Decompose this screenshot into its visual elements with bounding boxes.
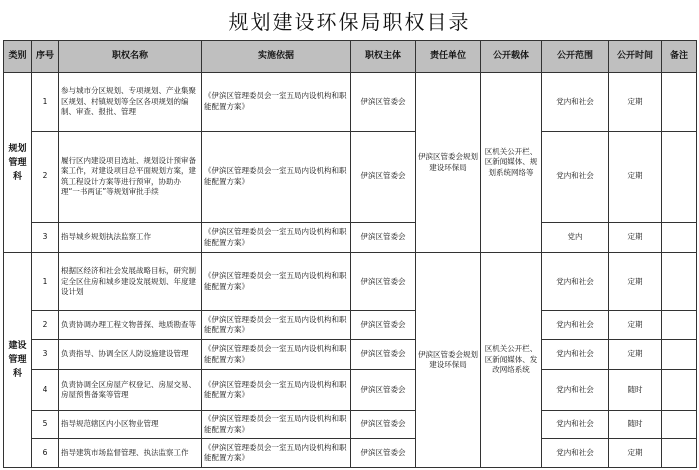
- subject-cell: 伊滨区管委会: [351, 411, 416, 439]
- unit-cell: 伊滨区管委会规划建设环保局: [416, 253, 481, 468]
- header-note: 备注: [662, 41, 697, 73]
- header-name: 职权名称: [59, 41, 202, 73]
- basis-cell: 《伊滨区管理委员会一室五局内设机构和职能配置方案》: [202, 253, 351, 311]
- scope-cell: 党内和社会: [542, 73, 609, 132]
- time-cell: 定期: [609, 222, 662, 253]
- seq-cell: 2: [32, 311, 59, 340]
- table-row: [4, 222, 697, 253]
- subject-cell: 伊滨区管委会: [351, 253, 416, 311]
- basis-cell: 《伊滨区管理委员会一室五局内设机构和职能配置方案》: [202, 411, 351, 439]
- seq-cell: 1: [32, 253, 59, 311]
- note-cell: [662, 131, 697, 222]
- category-cell: 建设管理科: [4, 253, 32, 468]
- note-cell: [662, 253, 697, 311]
- header-seq: 序号: [32, 41, 59, 73]
- basis-cell: 《伊滨区管理委员会一室五局内设机构和职能配置方案》: [202, 311, 351, 340]
- basis-cell: 《伊滨区管理委员会一室五局内设机构和职能配置方案》: [202, 370, 351, 411]
- note-cell: [662, 222, 697, 253]
- authority-table: [3, 40, 697, 468]
- name-cell: 指导城乡规划执法监察工作: [59, 222, 202, 253]
- scope-cell: 党内和社会: [542, 370, 609, 411]
- time-cell: 定期: [609, 253, 662, 311]
- basis-cell: 《伊滨区管理委员会一室五局内设机构和职能配置方案》: [202, 222, 351, 253]
- scope-cell: 党内和社会: [542, 253, 609, 311]
- note-cell: [662, 340, 697, 370]
- subject-cell: 伊滨区管委会: [351, 131, 416, 222]
- carrier-cell: 区机关公开栏、区新闻媒体、发改网络系统: [481, 253, 542, 468]
- subject-cell: 伊滨区管委会: [351, 439, 416, 468]
- name-cell: 指导规范辖区内小区物业管理: [59, 411, 202, 439]
- header-carrier: 公开载体: [481, 41, 542, 73]
- time-cell: 定期: [609, 131, 662, 222]
- time-cell: 定期: [609, 340, 662, 370]
- table-row: [4, 131, 697, 222]
- basis-cell: 《伊滨区管理委员会一室五局内设机构和职能配置方案》: [202, 439, 351, 468]
- basis-cell: 《伊滨区管理委员会一室五局内设机构和职能配置方案》: [202, 73, 351, 132]
- subject-cell: 伊滨区管委会: [351, 311, 416, 340]
- header-unit: 责任单位: [416, 41, 481, 73]
- basis-cell: 《伊滨区管理委员会一室五局内设机构和职能配置方案》: [202, 131, 351, 222]
- basis-cell: 《伊滨区管理委员会一室五局内设机构和职能配置方案》: [202, 340, 351, 370]
- time-cell: 随时: [609, 370, 662, 411]
- header-basis: 实施依据: [202, 41, 351, 73]
- note-cell: [662, 73, 697, 132]
- category-cell: 规划管理科: [4, 73, 32, 253]
- seq-cell: 3: [32, 340, 59, 370]
- name-cell: 履行区内建设项目选址、规划设计预审备案工作，对建设项目总平面规划方案，建筑工程设计方案等进行预审，协助办理“一书两证”等规划审批手续: [59, 131, 202, 222]
- header-row: [4, 41, 697, 73]
- seq-cell: 3: [32, 222, 59, 253]
- subject-cell: 伊滨区管委会: [351, 370, 416, 411]
- time-cell: 随时: [609, 411, 662, 439]
- table-row: [4, 439, 697, 468]
- time-cell: 定期: [609, 439, 662, 468]
- name-cell: 负责协调全区房屋产权登记、房屋交易、房屋预售备案等管理: [59, 370, 202, 411]
- seq-cell: 5: [32, 411, 59, 439]
- seq-cell: 4: [32, 370, 59, 411]
- scope-cell: 党内和社会: [542, 340, 609, 370]
- scope-cell: 党内和社会: [542, 131, 609, 222]
- scope-cell: 党内和社会: [542, 311, 609, 340]
- seq-cell: 6: [32, 439, 59, 468]
- header-time: 公开时间: [609, 41, 662, 73]
- scope-cell: 党内和社会: [542, 411, 609, 439]
- header-scope: 公开范围: [542, 41, 609, 73]
- table-row: [4, 73, 697, 132]
- header-subject: 职权主体: [351, 41, 416, 73]
- scope-cell: 党内: [542, 222, 609, 253]
- name-cell: 负责指导、协调全区人防设施建设管理: [59, 340, 202, 370]
- time-cell: 定期: [609, 311, 662, 340]
- name-cell: 根据区经济和社会发展战略目标，研究制定全区住房和城乡建设发展规划、年度建设计划: [59, 253, 202, 311]
- seq-cell: 2: [32, 131, 59, 222]
- note-cell: [662, 311, 697, 340]
- carrier-cell: 区机关公开栏、区新闻媒体、规划系统网络等: [481, 73, 542, 253]
- header-category: 类别: [4, 41, 32, 73]
- subject-cell: 伊滨区管委会: [351, 222, 416, 253]
- page-title: 规划建设环保局职权目录: [228, 9, 471, 34]
- table-row: [4, 311, 697, 340]
- subject-cell: 伊滨区管委会: [351, 340, 416, 370]
- name-cell: 指导建筑市场监督管理、执法监察工作: [59, 439, 202, 468]
- table-row: [4, 370, 697, 411]
- table-row: [4, 340, 697, 370]
- name-cell: 负责协调办理工程文物普探、地质勘查等: [59, 311, 202, 340]
- unit-cell: 伊滨区管委会规划建设环保局: [416, 73, 481, 253]
- table-row: [4, 411, 697, 439]
- note-cell: [662, 411, 697, 439]
- note-cell: [662, 439, 697, 468]
- table-row: [4, 253, 697, 311]
- subject-cell: 伊滨区管委会: [351, 73, 416, 132]
- time-cell: 定期: [609, 73, 662, 132]
- scope-cell: 党内和社会: [542, 439, 609, 468]
- seq-cell: 1: [32, 73, 59, 132]
- note-cell: [662, 370, 697, 411]
- name-cell: 参与城市分区规划、专项规划、产业集聚区规划、村镇规划等全区各项规划的编制、审查、报批、管理: [59, 73, 202, 132]
